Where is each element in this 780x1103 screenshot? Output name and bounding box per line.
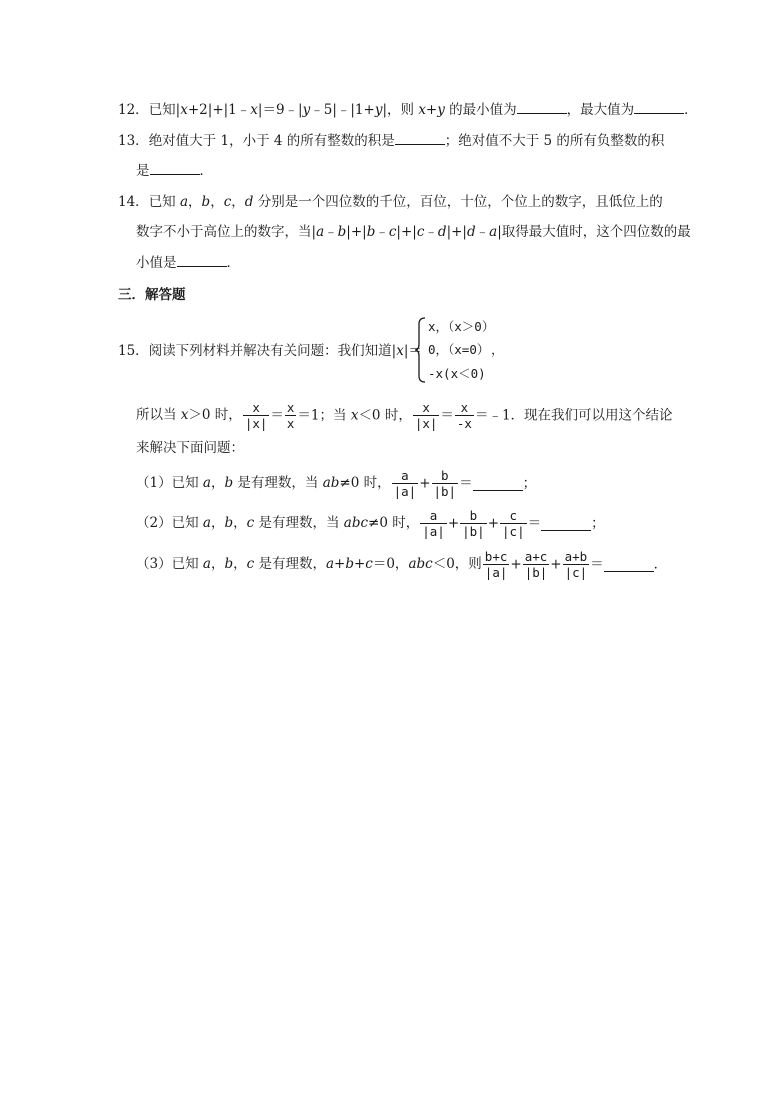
fraction: $\frac{a}{|a|}$ [393,468,417,499]
question-15-part-2: （2）已知 a，b，c 是有理数，当 abc≠0 时， $\frac{a}{|a|}$ + $\frac{b}{|b|}$ + $\frac{c}{|c|}$ ＝ ； [136,508,605,539]
question-13-line-2: 是 ． [136,163,213,179]
question-number: 14． [118,194,149,210]
fraction: $\frac{a+b}{|c|}$ [564,549,588,580]
answer-blank[interactable] [177,253,227,267]
piecewise-case-1: x，（x＞0） [428,319,495,334]
question-number: 12． [118,102,149,118]
fraction: $\frac{a+c}{|b|}$ [524,549,548,580]
question-14-line-2: 数字不小于高位上的数字，当|a﹣b|+|b﹣c|+|c﹣d|+|d﹣a|取得最大值时，这个四位数的最 [136,224,691,240]
fraction: $\frac{b}{|b|}$ [433,468,457,499]
fraction: $\frac{a}{|a|}$ [422,508,445,539]
answer-blank[interactable] [517,100,567,114]
question-12: 12．已知|x+2|+|1﹣x|＝9﹣|y﹣5|﹣|1+y|，则 x+y 的最小值为 ，最大值为 ． [118,102,698,118]
fraction: $\frac{b}{|b|}$ [462,508,485,539]
fraction: $\frac{x}{|x|}$ [414,400,438,431]
question-15-part-3: （3）已知 a，b，c 是有理数，a+b+c＝0，abc＜0，则 $\frac{b+c}{|a|}$ + $\frac{a+c}{|b|}$ + $\frac{a+b}{|c|}$ ＝ ． [136,549,668,580]
answer-blank[interactable] [150,161,200,175]
fraction: $\frac{b+c}{|a|}$ [484,549,508,580]
question-14-line-1: 14．已知 a，b，c，d 分别是一个四位数的千位，百位，十位，个位上的数字，且低位上的 [118,194,663,210]
piecewise-case-2: 0，（x=0） ， [428,342,504,357]
question-15-intro: 15．阅读下列材料并解决有关问题：我们知道|x|＝ [118,343,422,359]
answer-blank[interactable] [395,131,445,145]
question-15-conclusion: 所以当 x＞0 时， $\frac{x}{|x|}$ ＝ $\frac{x}{x}$ ＝1；当 x＜0 时， $\frac{x}{|x|}$ ＝ $\frac{x}{-x}$ ＝﹣1．现在我们可以用这个结论 [136,400,673,431]
fraction: $\frac{x}{-x}$ [456,400,472,431]
fraction: $\frac{x}{|x|}$ [244,400,268,431]
answer-blank[interactable] [634,100,684,114]
answer-blank[interactable] [541,517,591,531]
question-15-lead: 来解决下面问题： [136,440,244,456]
answer-blank[interactable] [473,477,523,491]
question-15-part-1: （1）已知 a，b 是有理数，当 ab≠0 时， $\frac{a}{|a|}$ + $\frac{b}{|b|}$ ＝ ； [136,468,537,499]
answer-blank[interactable] [604,558,654,572]
fraction: $\frac{x}{x}$ [286,400,295,431]
section-heading: 三．解答题 [118,287,186,303]
question-14-line-3: 小值是 ． [136,255,240,271]
question-13-line-1: 13．绝对值大于 1，小于 4 的所有整数的积是 ；绝对值不大于 5 的所有负整数的积 [118,133,665,149]
fraction: $\frac{c}{|c|}$ [502,508,525,539]
question-number: 15． [118,343,149,359]
question-number: 13． [118,133,149,149]
left-brace [414,316,426,384]
piecewise-case-3: -x(x＜0) [428,366,486,381]
